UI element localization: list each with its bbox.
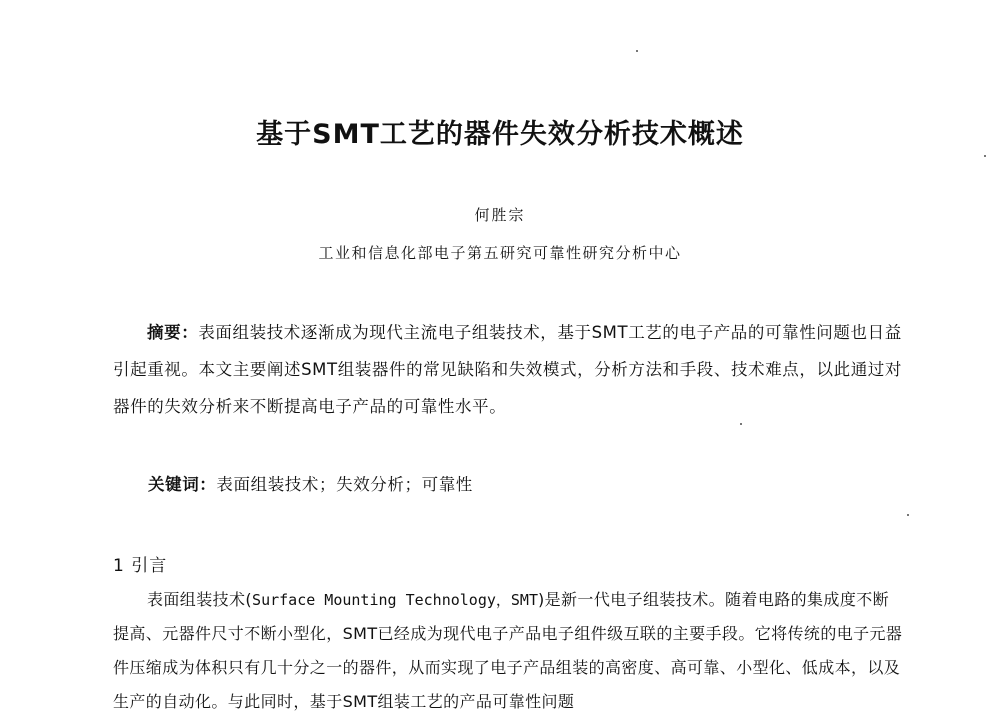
abstract-label: 摘要： [147,323,199,342]
abstract-text: 表面组装技术逐渐成为现代主流电子组装技术，基于SMT工艺的电子产品的可靠性问题也日益引起重视。本文主要阐述SMT组装器件的常见缺陷和失效模式，分析方法和手段、技术难点，以此通过对器件的失效分析来不断提高电子产品的可靠性水平。 [113,323,902,416]
intro-text-rest: )是新一代电子组装技术。随着电路的集成度不断提高、元器件尺寸不断小型化，SMT已经成为现代电子产品电子组件级互联的主要手段。它将传统的电子元器件压缩成为体积只有几十分之一的器件，从而实现了电子产品组装的高密度、高可靠、小型化、低成本，以及生产的自动化。与此同时，基于SMT组装工艺的产品可靠性问题 [113,590,903,711]
scan-speck [907,514,909,516]
author-affiliation: 工业和信息化部电子第五研究可靠性研究分析中心 [318,244,682,262]
introduction-paragraph [113,583,903,719]
section-heading-introduction: 1 引言 [113,556,168,576]
intro-english-term: Surface Mounting Technology，SMT [252,591,538,609]
scan-speck [984,155,986,157]
keywords-line [148,471,473,495]
paper-title: 基于SMT工艺的器件失效分析技术概述 [256,119,744,150]
keywords-text: 表面组装技术；失效分析；可靠性 [216,475,473,494]
abstract-paragraph [113,314,903,425]
keywords-label: 关键词： [148,475,217,494]
scan-speck [740,423,742,425]
intro-text-start: 表面组装技术( [147,590,253,609]
scan-speck [636,50,638,52]
author-name: 何胜宗 [474,206,526,224]
